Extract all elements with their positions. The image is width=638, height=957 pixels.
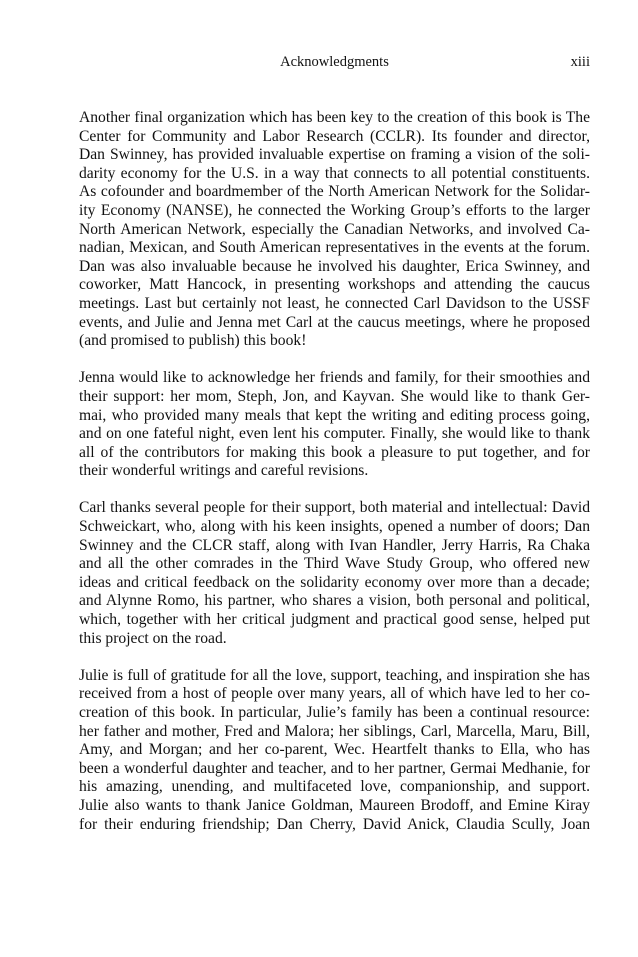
text-line: which, together with her critical judgment and practical good sense, helped put: [79, 611, 590, 629]
text-line: mai, who provided many meals that kept the writing and editing process going,: [79, 406, 590, 424]
running-title: Acknowledgments: [280, 54, 389, 70]
text-line: Julie is full of gratitude for all the love, support, teaching, and inspiration she has: [79, 666, 590, 684]
text-line: Schweickart, who, along with his keen insights, opened a number of doors; Dan: [79, 518, 590, 536]
paragraph: [79, 109, 590, 351]
text-line: Dan Swinney, has provided invaluable expertise on framing a vision of the soli-: [79, 146, 590, 164]
text-line: darity economy for the U.S. in a way that connects to all potential constituents.: [79, 164, 590, 182]
text-line: ideas and critical feedback on the solidarity economy over more than a decade;: [79, 573, 590, 591]
paragraph: [79, 369, 590, 481]
paragraph: [79, 667, 590, 834]
text-line: nadian, Mexican, and South American representatives in the events at the forum.: [79, 239, 590, 257]
running-header: [79, 54, 590, 74]
text-line: received from a host of people over many years, all of which have led to her co-: [79, 685, 590, 703]
text-line: events, and Julie and Jenna met Carl at the caucus meetings, where he proposed: [79, 313, 590, 331]
text-line: Jenna would like to acknowledge her friends and family, for their smoothies and: [79, 369, 590, 387]
text-line: her father and mother, Fred and Malora; her siblings, Carl, Marcella, Maru, Bill,: [79, 722, 590, 740]
text-line: this project on the road.: [79, 629, 227, 647]
body-text: [79, 109, 590, 853]
text-line: and on one fateful night, even lent his computer. Finally, she would like to thank: [79, 425, 590, 443]
text-line: all of the contributors for making this book a pleasure to put together, and for: [79, 443, 590, 461]
text-line: ity Economy (NANSE), he connected the Working Group’s efforts to the larger: [79, 201, 590, 219]
text-line: Dan was also invaluable because he involved his daughter, Erica Swinney, and: [79, 257, 590, 275]
text-line: North American Network, especially the Canadian Networks, and involved Ca-: [79, 220, 590, 238]
text-line: their wonderful writings and careful revisions.: [79, 462, 369, 480]
paragraph: [79, 499, 590, 648]
text-line: (and promised to publish) this book!: [79, 332, 307, 350]
text-line: his amazing, unending, and multifaceted love, companionship, and support.: [79, 778, 590, 796]
text-line: As cofounder and boardmember of the North American Network for the Solidar-: [79, 183, 590, 201]
text-line: Amy, and Morgan; and her co-parent, Wec. Heartfelt thanks to Ella, who has: [79, 741, 590, 759]
text-line: Carl thanks several people for their support, both material and intellectual: David: [79, 499, 590, 517]
text-line: meetings. Last but certainly not least, he connected Carl Davidson to the USSF: [79, 294, 590, 312]
text-line: Julie also wants to thank Janice Goldman, Maureen Brodoff, and Emine Kiray: [79, 796, 590, 814]
text-line: their support: her mom, Steph, Jon, and Kayvan. She would like to thank Ger-: [79, 387, 590, 405]
text-line: coworker, Matt Hancock, in presenting workshops and attending the caucus: [79, 276, 590, 294]
text-line: been a wonderful daughter and teacher, and to her partner, Germai Medhanie, for: [79, 759, 590, 777]
page-number: xiii: [570, 54, 590, 70]
text-line: Another final organization which has been key to the creation of this book is The: [79, 109, 590, 126]
text-line: Center for Community and Labor Research (CCLR). Its founder and director,: [79, 127, 590, 145]
text-line: Swinney and the CLCR staff, along with Ivan Handler, Jerry Harris, Ra Chaka: [79, 536, 590, 554]
text-line: for their enduring friendship; Dan Cherry, David Anick, Claudia Scully, Joan: [79, 815, 590, 833]
text-line: and all the other comrades in the Third Wave Study Group, who offered new: [79, 555, 590, 573]
text-line: and Alynne Romo, his partner, who shares a vision, both personal and political,: [79, 592, 590, 610]
text-line: creation of this book. In particular, Julie’s family has been a continual resource:: [79, 704, 590, 721]
